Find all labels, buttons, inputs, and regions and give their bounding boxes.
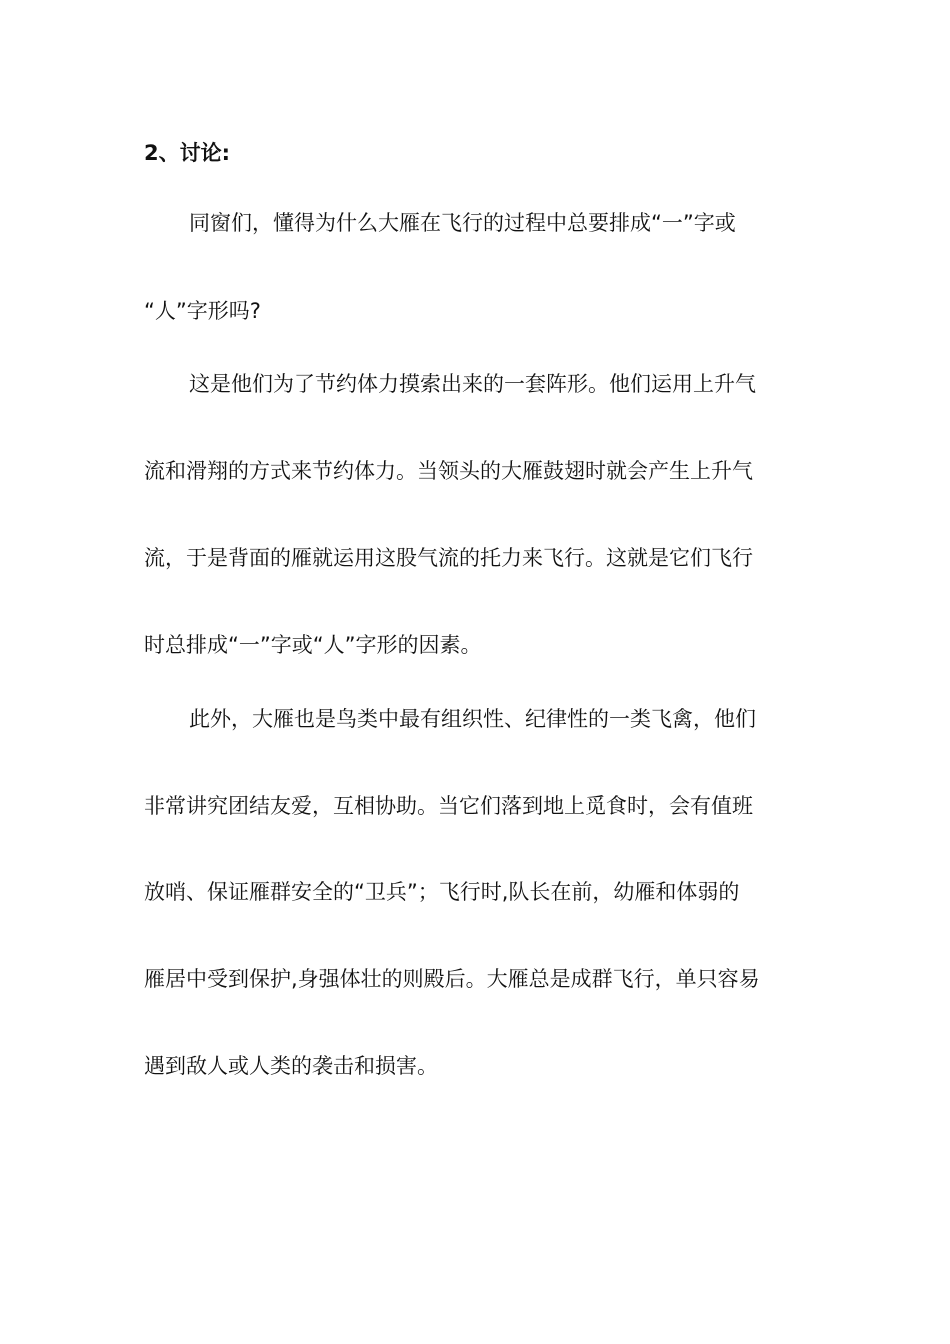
- paragraph-line: 时总排成“一”字或“人”字形的因素。: [144, 633, 482, 657]
- paragraph-line: 遇到敌人或人类的袭击和损害。: [144, 1054, 438, 1078]
- paragraph-line: 此外，大雁也是鸟类中最有组织性、纪律性的一类飞禽，他们: [189, 707, 756, 731]
- section-heading: 2、讨论:: [144, 141, 231, 165]
- paragraph-line: 同窗们，懂得为什么大雁在飞行的过程中总要排成“一”字或: [189, 211, 736, 235]
- paragraph-line: “人”字形吗?: [144, 299, 261, 323]
- paragraph-line: 这是他们为了节约体力摸索出来的一套阵形。他们运用上升气: [189, 372, 756, 396]
- paragraph-line: 放哨、保证雁群安全的“卫兵”；飞行时,队长在前，幼雁和体弱的: [144, 880, 740, 904]
- paragraph-line: 流，于是背面的雁就运用这股气流的托力来飞行。这就是它们飞行: [144, 546, 753, 570]
- paragraph-line: 非常讲究团结友爱，互相协助。当它们落到地上觅食时，会有值班: [144, 794, 753, 818]
- paragraph-line: 流和滑翔的方式来节约体力。当领头的大雁鼓翅时就会产生上升气: [144, 459, 753, 483]
- paragraph-line: 雁居中受到保护,身强体壮的则殿后。大雁总是成群飞行，单只容易: [144, 967, 760, 991]
